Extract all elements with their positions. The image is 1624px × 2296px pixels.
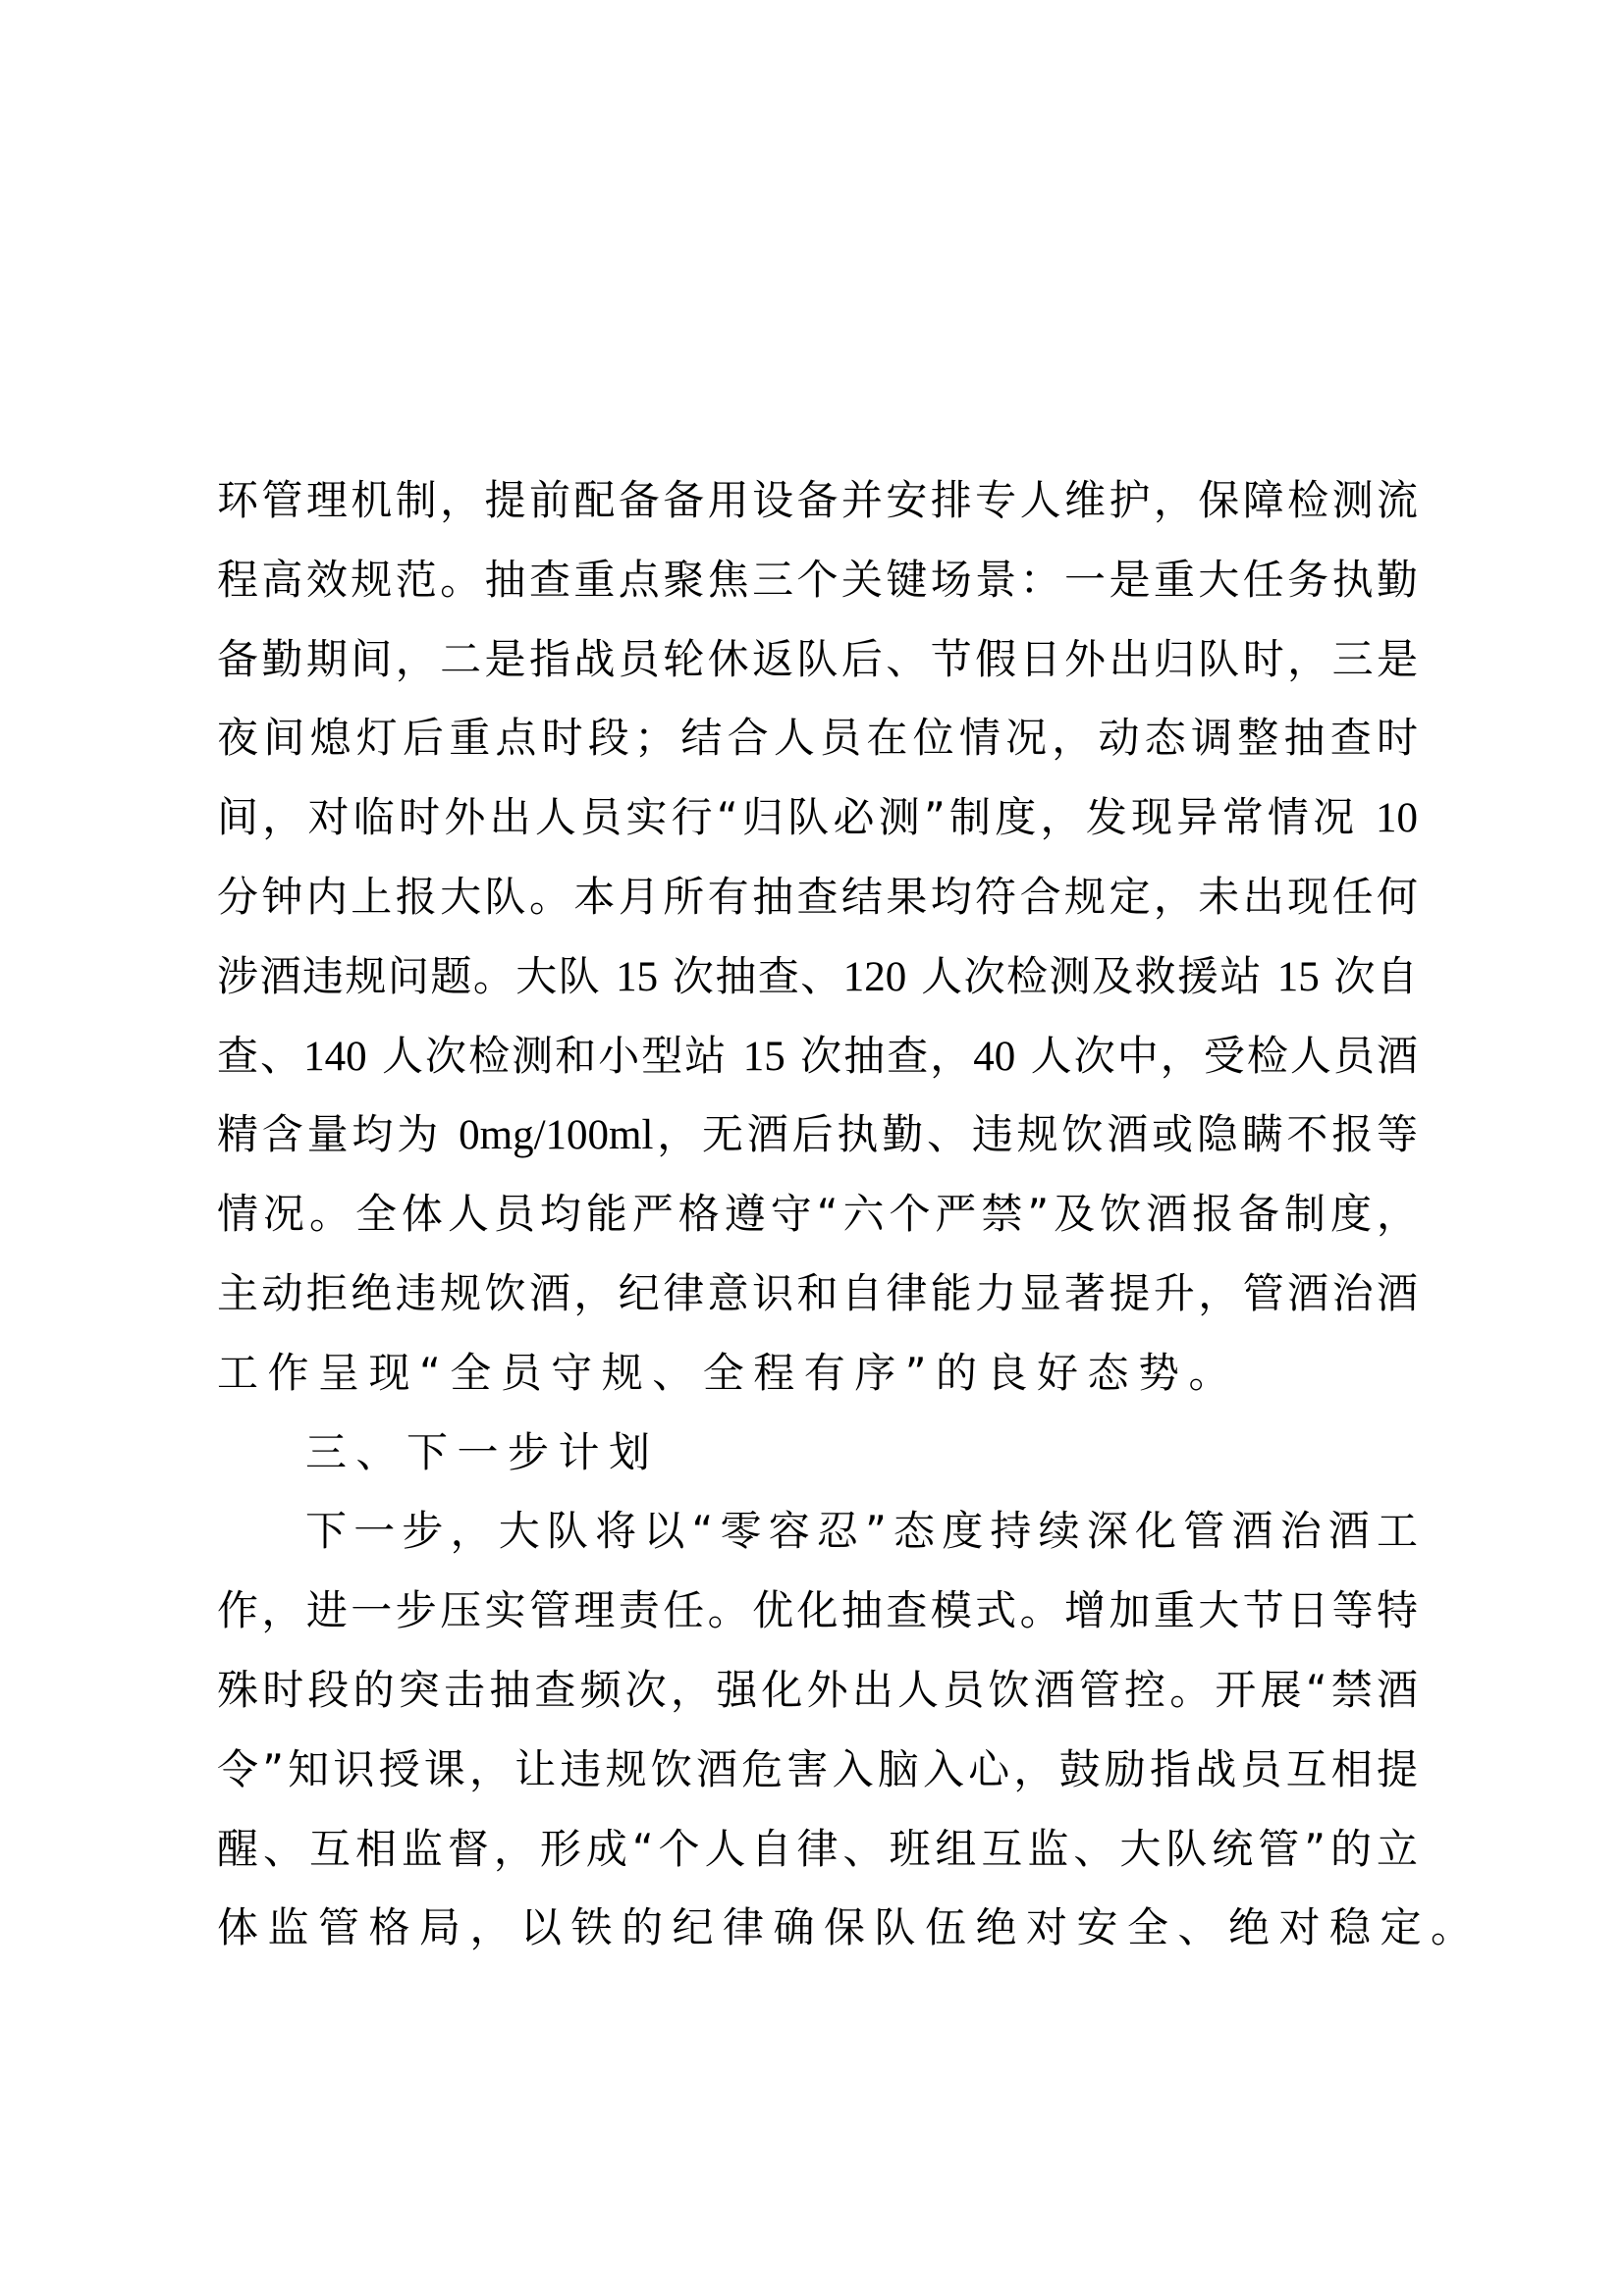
numeric-value: 15	[742, 1033, 785, 1080]
text-line: 分钟内上报大队。本月所有抽查结果均符合规定，未出现任何	[217, 872, 1418, 921]
text-line: 殊时段的突击抽查频次，强化外出人员饮酒管控。开展“禁酒	[217, 1665, 1418, 1714]
text-line: 令”知识授课，让违规饮酒危害入脑入心，鼓励指战员互相提	[217, 1744, 1418, 1793]
section-heading: 三、下一步计划	[305, 1427, 660, 1476]
numeric-value: 120	[842, 953, 907, 1000]
numeric-value: 40	[973, 1033, 1016, 1080]
numeric-value: 140	[303, 1033, 367, 1080]
text-line: 下一步，大队将以“零容忍”态度持续深化管酒治酒工	[305, 1507, 1418, 1556]
text-line: 环管理机制，提前配备备用设备并安排专人维护，保障检测流	[217, 476, 1418, 524]
numeric-value: 0mg/100ml	[459, 1112, 654, 1159]
numeric-value: 15	[616, 953, 659, 1000]
paragraph-next-steps	[217, 1501, 1482, 1977]
text-line: 查、140 人次检测和小型站 15 次抽查，40 人次中，受检人员酒	[217, 1031, 1418, 1080]
numeric-value: 10	[1376, 795, 1418, 842]
text-line: 间，对临时外出人员实行“归队必测”制度，发现异常情况 10	[217, 793, 1418, 842]
text-line: 程高效规范。抽查重点聚焦三个关键场景：一是重大任务执勤	[217, 555, 1418, 604]
text-line: 工作呈现“全员守规、全程有序”的良好态势。	[217, 1348, 1240, 1397]
text-line: 主动拒绝违规饮酒，纪律意识和自律能力显著提升，管酒治酒	[217, 1268, 1418, 1317]
text-line: 备勤期间，二是指战员轮休返队后、节假日外出归队时，三是	[217, 634, 1418, 683]
numeric-value: 15	[1276, 953, 1320, 1000]
text-line: 夜间熄灯后重点时段；结合人员在位情况，动态调整抽查时	[217, 714, 1418, 763]
text-line: 精含量均为 0mg/100ml，无酒后执勤、违规饮酒或隐瞒不报等	[217, 1110, 1418, 1159]
text-line: 涉酒违规问题。大队 15 次抽查、120 人次检测及救援站 15 次自	[217, 951, 1418, 1000]
text-line: 体监管格局，以铁的纪律确保队伍绝对安全、绝对稳定。	[217, 1903, 1482, 1952]
text-line: 情况。全体人员均能严格遵守“六个严禁”及饮酒报备制度，	[217, 1190, 1418, 1239]
paragraph-inspection-results	[217, 470, 1418, 1422]
text-line: 醒、互相监督，形成“个人自律、班组互监、大队统管”的立	[217, 1824, 1418, 1873]
document-body	[217, 470, 1482, 1977]
text-line: 作，进一步压实管理责任。优化抽查模式。增加重大节日等特	[217, 1586, 1418, 1635]
